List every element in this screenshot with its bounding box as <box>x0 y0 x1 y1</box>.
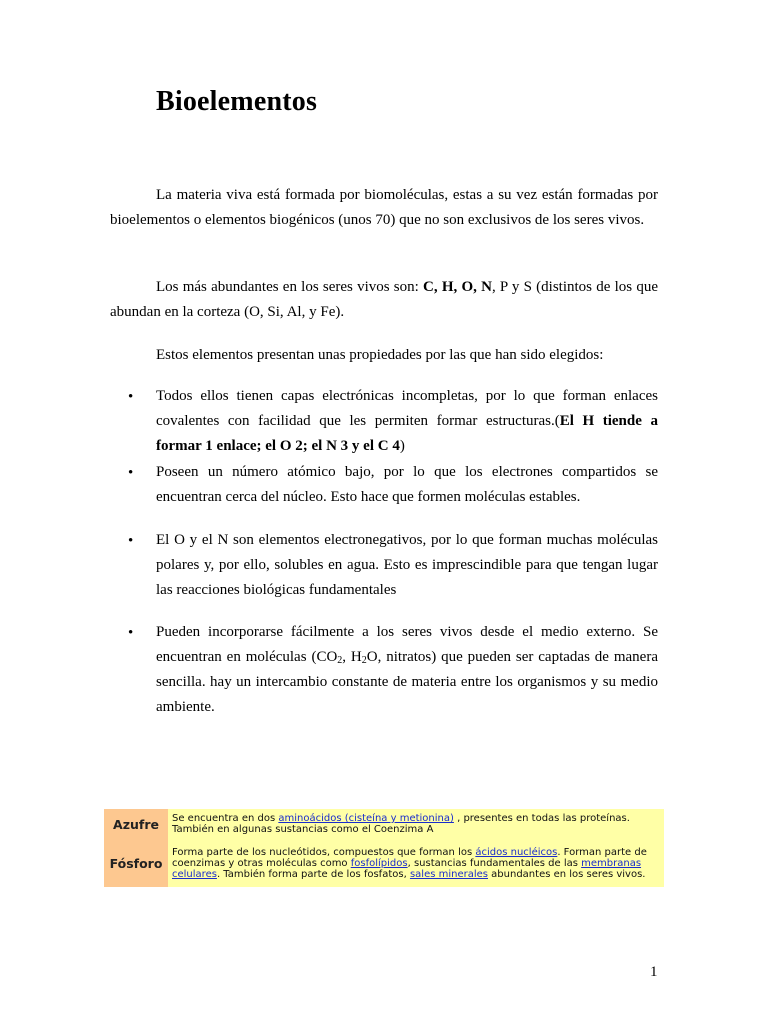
fosforo-text-4: . También forma parte de los fosfatos, <box>216 868 410 880</box>
abundant-elements: C, H, O, N <box>423 279 492 295</box>
bullet-1-close: ) <box>399 438 405 454</box>
bullet-3-text: El O y el N son elementos electronegativos, por lo que forman muchas moléculas polares y, por ello, solubles en agua. Esto es imprescindible para que tengan lugar las reacciones biológicas fundamentales <box>156 532 658 598</box>
element-name-fosforo: Fósforo <box>104 839 168 887</box>
bullet-1-marker: • <box>128 389 134 405</box>
bullet-4-part1: Pueden incorporarse fácilmente a los seres vivos desde el medio externo. Se encuentran en moléculas (CO <box>156 624 658 665</box>
azufre-text-1: Se encuentra en dos <box>172 813 279 824</box>
element-description-azufre <box>168 809 664 839</box>
element-name-azufre: Azufre <box>104 809 168 839</box>
fosforo-text-2: . Forman parte de coenzimas y otras moléculas como <box>172 846 647 869</box>
intro-paragraph: La materia viva está formada por biomoléculas, estas a su vez están formadas por bioelementos o elementos biogénicos (unos 70) que no son exclusivos de los seres vivos. <box>110 187 658 228</box>
abundant-pre: Los más abundantes en los seres vivos son: <box>156 279 424 295</box>
abundant-paragraph <box>110 275 658 325</box>
link-aminoacidos[interactable]: aminoácidos (cisteína y metionina) <box>278 813 454 824</box>
azufre-text-2: , presentes en todas las proteínas. También en algunas sustancias como el Coenzima A <box>172 813 630 835</box>
bullet-4-marker: • <box>128 625 134 641</box>
page-number: 1 <box>650 964 658 980</box>
bullet-4-part3: O, nitratos) que pueden ser captadas de manera sencilla. hay un intercambio constante de materia entre los organismos y su medio ambiente. <box>156 649 658 715</box>
bullet-1-text <box>156 384 658 459</box>
bullet-4-sub1: 2 <box>337 655 343 666</box>
properties-intro: Estos elementos presentan unas propiedades por las que han sido elegidos: <box>156 347 604 363</box>
bullet-2-text: Poseen un número atómico bajo, por lo que los electrones compartidos se encuentran cerca del núcleo. Esto hace que formen moléculas estables. <box>156 464 658 505</box>
link-membranas-celulares[interactable]: membranas celulares <box>172 857 642 880</box>
page-title: Bioelementos <box>156 86 318 117</box>
bullet-3-marker: • <box>128 533 134 549</box>
bullet-2-marker: • <box>128 465 134 481</box>
link-acidos-nucleicos[interactable]: ácidos nucléicos <box>475 846 558 858</box>
link-sales-minerales[interactable]: sales minerales <box>409 868 488 880</box>
bioelements-table <box>104 809 664 887</box>
fosforo-text-3: , sustancias fundamentales de las <box>407 857 582 869</box>
bullet-4-part2: , H <box>342 649 362 665</box>
fosforo-text-5: abundantes en los seres vivos. <box>488 868 646 880</box>
table-row-azufre <box>104 809 664 839</box>
bullet-1-main: Todos ellos tienen capas electrónicas incompletas, por lo que forman enlaces covalentes con facilidad que les permiten formar estructuras.( <box>156 388 658 429</box>
bullet-4-sub2: 2 <box>361 655 367 666</box>
abundant-post: , P y S (distintos de los que abundan en la corteza (O, Si, Al, y Fe). <box>110 279 658 320</box>
link-fosfolipidos[interactable]: fosfolípidos <box>350 857 408 869</box>
bullet-1-bold: El H tiende a formar 1 enlace; el O 2; el N 3 y el C 4 <box>156 413 658 454</box>
bullet-4-text <box>156 620 658 720</box>
element-description-fosforo <box>168 839 664 887</box>
table-row-fosforo <box>104 839 664 887</box>
fosforo-text-1: Forma parte de los nucleótidos, compuestos que forman los <box>172 846 476 858</box>
